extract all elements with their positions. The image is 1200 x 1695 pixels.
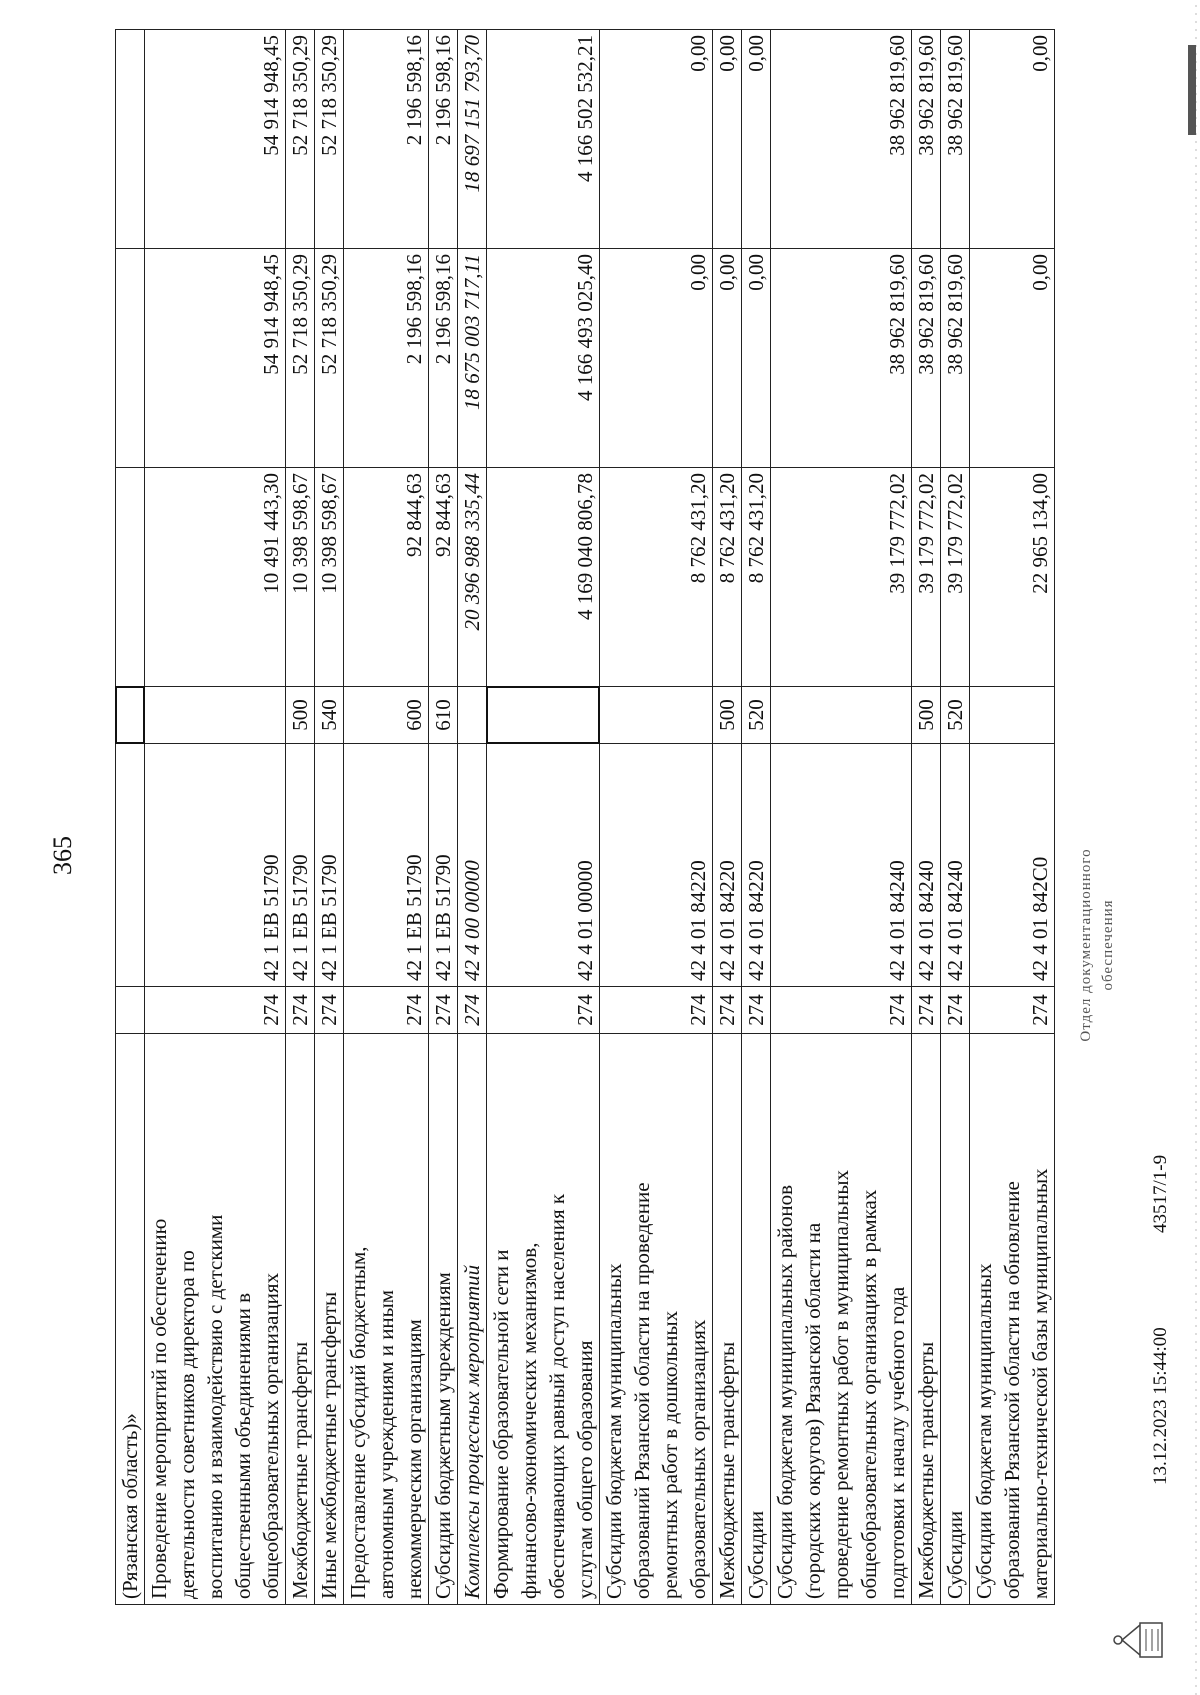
- row-name-line: воспитанию и взаимодействию с детскими: [203, 1214, 227, 1599]
- page-number: 365: [48, 836, 77, 875]
- row-csr-cell: 42 4 01 00000: [487, 744, 600, 987]
- row-name-line: Межбюджетные трансферты: [715, 1341, 739, 1599]
- row-name-cell: [315, 1034, 344, 1605]
- row-value-2023-cell: 38 962 819,60: [941, 249, 970, 468]
- row-value-2022-cell: 92 844,63: [429, 468, 458, 687]
- row-vr-cell: 520: [941, 687, 970, 744]
- row-value-2024-cell: 0,00: [970, 30, 1055, 249]
- table-row: [487, 30, 600, 1605]
- footer-date: 13.12.2023 15:44:00: [1150, 1327, 1171, 1485]
- table-row: [941, 30, 970, 1605]
- row-value-2022-cell: 4 169 040 806,78: [487, 468, 600, 687]
- row-code-cell: [116, 987, 145, 1034]
- table-row: [344, 30, 429, 1605]
- row-value-2023-cell: 52 718 350,29: [315, 249, 344, 468]
- table-row: [970, 30, 1055, 1605]
- row-value-2024-cell: 38 962 819,60: [941, 30, 970, 249]
- row-name-cell: [145, 1034, 286, 1605]
- row-code-cell: 274: [145, 987, 286, 1034]
- row-code-cell: 274: [771, 987, 912, 1034]
- row-name-line: Предоставление субсидий бюджетным,: [346, 1246, 370, 1599]
- table-row: [429, 30, 458, 1605]
- row-name-cell: [941, 1034, 970, 1605]
- row-name-line: общественными объединениями в: [231, 1292, 255, 1599]
- table-row: [713, 30, 742, 1605]
- row-vr-cell: [771, 687, 912, 744]
- row-name-line: проведение ремонтных работ в муниципальных: [829, 1170, 853, 1599]
- row-value-2023-cell: 52 718 350,29: [286, 249, 315, 468]
- row-value-2023-cell: 38 962 819,60: [912, 249, 941, 468]
- row-name-cell: [600, 1034, 713, 1605]
- row-value-2022-cell: 8 762 431,20: [742, 468, 771, 687]
- row-value-2024-cell: 0,00: [713, 30, 742, 249]
- row-value-2023-cell: 18 675 003 717,11: [458, 249, 487, 468]
- row-name-line: общеобразовательных организациях в рамках: [857, 1189, 881, 1599]
- row-name-line: автономным учреждениям и иным: [374, 1289, 398, 1599]
- row-vr-cell: 500: [912, 687, 941, 744]
- row-value-2022-cell: 39 179 772,02: [912, 468, 941, 687]
- row-name-line: общеобразовательных организациях: [259, 1272, 283, 1599]
- row-value-2024-cell: 52 718 350,29: [286, 30, 315, 249]
- row-csr-cell: 42 1 ЕВ 51790: [429, 744, 458, 987]
- table-row: [116, 30, 145, 1605]
- row-value-2024-cell: 0,00: [742, 30, 771, 249]
- row-name-cell: [286, 1034, 315, 1605]
- row-csr-cell: 42 4 01 842С0: [970, 744, 1055, 987]
- row-name-cell: [713, 1034, 742, 1605]
- row-name-line: (городских округов) Рязанской области на: [801, 1222, 825, 1599]
- row-vr-cell: [116, 687, 145, 744]
- row-code-cell: 274: [912, 987, 941, 1034]
- row-value-2024-cell: 2 196 598,16: [344, 30, 429, 249]
- row-value-2024-cell: 4 166 502 532,21: [487, 30, 600, 249]
- row-value-2024-cell: 2 196 598,16: [429, 30, 458, 249]
- table-row: [145, 30, 286, 1605]
- row-name-line: (Рязанская область)»: [118, 1413, 142, 1599]
- row-name-line: финансово-экономических механизмов,: [517, 1242, 541, 1599]
- row-vr-cell: [145, 687, 286, 744]
- row-value-2022-cell: 8 762 431,20: [600, 468, 713, 687]
- row-value-2022-cell: 20 396 988 335,44: [458, 468, 487, 687]
- row-value-2023-cell: 4 166 493 025,40: [487, 249, 600, 468]
- row-value-2022-cell: [116, 468, 145, 687]
- row-value-2022-cell: 10 491 443,30: [145, 468, 286, 687]
- row-value-2022-cell: 10 398 598,67: [286, 468, 315, 687]
- row-value-2023-cell: 0,00: [742, 249, 771, 468]
- row-value-2023-cell: 54 914 948,45: [145, 249, 286, 468]
- row-csr-cell: 42 4 01 84240: [941, 744, 970, 987]
- row-name-line: Комплексы процессных мероприятий: [460, 1264, 484, 1599]
- row-csr-cell: 42 4 01 84220: [742, 744, 771, 987]
- row-name-line: образовательных организациях: [686, 1319, 710, 1599]
- table-body: [116, 30, 1055, 1605]
- row-value-2022-cell: 8 762 431,20: [713, 468, 742, 687]
- row-vr-cell: [458, 687, 487, 744]
- row-name-line: некоммерческим организациям: [402, 1319, 426, 1599]
- row-vr-cell: 500: [713, 687, 742, 744]
- row-value-2023-cell: 0,00: [970, 249, 1055, 468]
- row-csr-cell: 42 4 01 84220: [600, 744, 713, 987]
- row-name-cell: [116, 1034, 145, 1605]
- row-code-cell: 274: [344, 987, 429, 1034]
- row-value-2024-cell: 18 697 151 793,70: [458, 30, 487, 249]
- row-code-cell: 274: [742, 987, 771, 1034]
- row-name-line: подготовки к началу учебного года: [885, 1286, 909, 1599]
- row-value-2024-cell: [116, 30, 145, 249]
- row-code-cell: 274: [970, 987, 1055, 1034]
- row-name-line: образований Рязанской области на обновление: [1000, 1181, 1024, 1599]
- row-name-cell: [742, 1034, 771, 1605]
- row-code-cell: 274: [941, 987, 970, 1034]
- row-name-line: Формирование образовательной сети и: [489, 1249, 513, 1599]
- row-name-line: Субсидии бюджетам муниципальных районов: [773, 1184, 797, 1599]
- row-code-cell: 274: [600, 987, 713, 1034]
- row-name-line: Иные межбюджетные трансферты: [317, 1291, 341, 1599]
- row-code-cell: 274: [713, 987, 742, 1034]
- row-code-cell: 274: [458, 987, 487, 1034]
- row-value-2024-cell: 0,00: [600, 30, 713, 249]
- row-name-cell: [487, 1034, 600, 1605]
- row-value-2023-cell: 0,00: [713, 249, 742, 468]
- row-name-line: Субсидии бюджетным учреждениям: [431, 1272, 455, 1599]
- row-csr-cell: 42 1 ЕВ 51790: [145, 744, 286, 987]
- row-vr-cell: 500: [286, 687, 315, 744]
- table-row: [912, 30, 941, 1605]
- row-code-cell: 274: [429, 987, 458, 1034]
- row-value-2023-cell: 2 196 598,16: [344, 249, 429, 468]
- row-name-cell: [429, 1034, 458, 1605]
- row-value-2024-cell: 38 962 819,60: [771, 30, 912, 249]
- row-name-cell: [771, 1034, 912, 1605]
- row-value-2023-cell: 2 196 598,16: [429, 249, 458, 468]
- row-value-2023-cell: 0,00: [600, 249, 713, 468]
- row-value-2024-cell: 38 962 819,60: [912, 30, 941, 249]
- row-name-line: Межбюджетные трансферты: [288, 1341, 312, 1599]
- row-value-2022-cell: 39 179 772,02: [771, 468, 912, 687]
- row-name-line: ремонтных работ в дошкольных: [658, 1310, 682, 1599]
- department-stamp: [1075, 815, 1119, 1075]
- row-value-2023-cell: [116, 249, 145, 468]
- stamp-line-1: Отдел документационного: [1078, 848, 1094, 1042]
- row-value-2022-cell: 39 179 772,02: [941, 468, 970, 687]
- row-vr-cell: 610: [429, 687, 458, 744]
- row-name-line: Субсидии бюджетам муниципальных: [602, 1263, 626, 1599]
- row-name-cell: [970, 1034, 1055, 1605]
- row-name-line: обеспечивающих равный доступ населения к: [545, 1193, 569, 1599]
- row-name-cell: [458, 1034, 487, 1605]
- row-name-line: материально-технической базы муниципальных: [1028, 1168, 1052, 1599]
- row-vr-cell: 540: [315, 687, 344, 744]
- row-csr-cell: 42 4 00 00000: [458, 744, 487, 987]
- row-csr-cell: 42 4 01 84240: [771, 744, 912, 987]
- row-name-line: Субсидии бюджетам муниципальных: [972, 1263, 996, 1599]
- row-value-2024-cell: 52 718 350,29: [315, 30, 344, 249]
- row-csr-cell: 42 1 ЕВ 51790: [315, 744, 344, 987]
- row-code-cell: 274: [487, 987, 600, 1034]
- row-name-cell: [344, 1034, 429, 1605]
- row-name-line: Проведение мероприятий по обеспечению: [147, 1218, 171, 1599]
- row-name-line: Субсидии: [943, 1510, 967, 1599]
- row-vr-cell: 600: [344, 687, 429, 744]
- table-row: [600, 30, 713, 1605]
- row-name-line: Субсидии: [744, 1510, 768, 1599]
- table-row: [286, 30, 315, 1605]
- row-value-2022-cell: 22 965 134,00: [970, 468, 1055, 687]
- budget-table: [115, 29, 1055, 1605]
- row-name-line: деятельности советников директора по: [175, 1250, 199, 1599]
- row-code-cell: 274: [315, 987, 344, 1034]
- row-vr-cell: [600, 687, 713, 744]
- row-vr-cell: [487, 687, 600, 744]
- row-csr-cell: [116, 744, 145, 987]
- footer-doc-code: 43517/1-9: [1150, 1154, 1171, 1233]
- row-name-line: образований Рязанской области на проведение: [630, 1182, 654, 1599]
- row-csr-cell: 42 4 01 84220: [713, 744, 742, 987]
- row-value-2022-cell: 92 844,63: [344, 468, 429, 687]
- scan-edge-marks: [1182, 0, 1200, 1695]
- row-vr-cell: [970, 687, 1055, 744]
- stamp-line-2: обеспечения: [1100, 899, 1116, 991]
- row-name-line: Межбюджетные трансферты: [914, 1341, 938, 1599]
- table-row: [315, 30, 344, 1605]
- row-value-2022-cell: 10 398 598,67: [315, 468, 344, 687]
- row-vr-cell: 520: [742, 687, 771, 744]
- row-csr-cell: 42 1 ЕВ 51790: [286, 744, 315, 987]
- row-csr-cell: 42 4 01 84240: [912, 744, 941, 987]
- table-row: [458, 30, 487, 1605]
- table-row: [771, 30, 912, 1605]
- coat-of-arms-icon: [1110, 1615, 1170, 1665]
- row-csr-cell: 42 1 ЕВ 51790: [344, 744, 429, 987]
- row-name-line: услугам общего образования: [573, 1340, 597, 1599]
- row-value-2023-cell: 38 962 819,60: [771, 249, 912, 468]
- table-row: [742, 30, 771, 1605]
- row-value-2024-cell: 54 914 948,45: [145, 30, 286, 249]
- row-name-cell: [912, 1034, 941, 1605]
- row-code-cell: 274: [286, 987, 315, 1034]
